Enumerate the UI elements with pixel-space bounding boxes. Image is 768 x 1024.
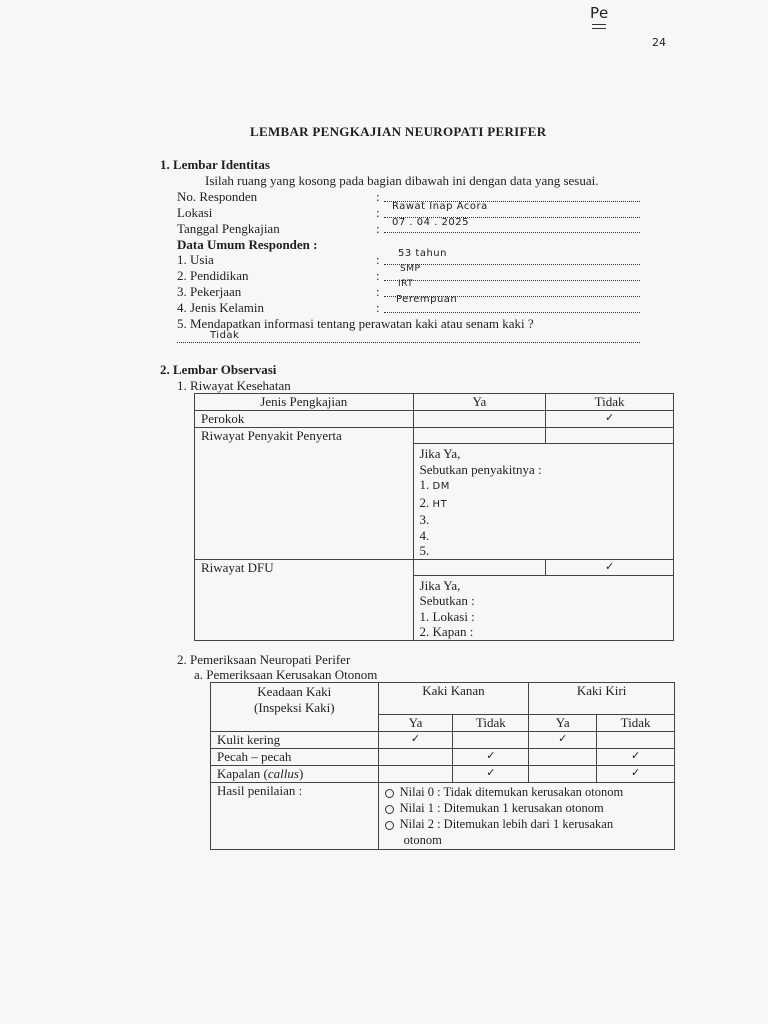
radio-circle-icon[interactable] — [385, 821, 394, 830]
row-kapalan-kiri-ya[interactable] — [529, 766, 597, 783]
row-kulit-kering-kiri-tidak[interactable] — [597, 732, 675, 749]
pemeriksaan-otonom-heading: a. Pemeriksaan Kerusakan Otonom — [194, 667, 378, 682]
corner-mark-underline2 — [592, 28, 606, 29]
row-pecah-kanan-tidak[interactable]: ✓ — [453, 749, 529, 766]
general-label-pekerjaan: 3. Pekerjaan — [177, 284, 242, 299]
penyerta-item-value[interactable]: DM — [432, 481, 450, 492]
option-nilai-2[interactable] — [385, 816, 668, 832]
row-kapalan-label — [211, 766, 379, 783]
general-line-jenis-kelamin — [384, 312, 640, 313]
penyerta-item-num: 2. — [419, 494, 430, 510]
row-dfu-tidak[interactable]: ✓ — [546, 559, 674, 575]
general-value-pekerjaan[interactable]: IRT — [398, 279, 414, 289]
row-kulit-kering-kanan-tidak[interactable] — [453, 732, 529, 749]
table2-header-keadaan-line1: Keadaan Kaki — [257, 684, 332, 699]
field-label-tanggal: Tanggal Pengkajian — [177, 221, 280, 236]
penyerta-item-num: 5. — [419, 543, 430, 558]
table2-header-kiri: Kaki Kiri — [529, 683, 675, 715]
table2-kanan-tidak: Tidak — [453, 715, 529, 732]
penyerta-sebutkan: Sebutkan penyakitnya : — [419, 461, 542, 477]
row-perokok-ya[interactable] — [413, 411, 546, 428]
penyerta-item-value[interactable]: HT — [432, 498, 448, 510]
general-value-jenis-kelamin[interactable]: Perempuan — [396, 294, 458, 305]
row-dfu-label: Riwayat DFU — [195, 559, 414, 640]
colon: : — [376, 252, 380, 267]
colon: : — [376, 284, 380, 299]
row-penyerta-label: Riwayat Penyakit Penyerta — [195, 428, 414, 560]
row-kapalan-label-italic: callus — [267, 766, 299, 781]
corner-mark-underline — [592, 24, 606, 25]
penyerta-item-num: 1. — [419, 477, 430, 492]
section1-instruction: Isilah ruang yang kosong pada bagian dibawah ini dengan data yang sesuai. — [205, 173, 599, 188]
section2-heading: 2. Lembar Observasi — [160, 362, 277, 377]
dfu-kapan: 2. Kapan : — [419, 624, 474, 639]
table1-header-ya: Ya — [413, 394, 546, 411]
radio-circle-icon[interactable] — [385, 805, 394, 814]
general-label-pendidikan: 2. Pendidikan — [177, 268, 249, 283]
row-kulit-kering-kiri-ya[interactable]: ✓ — [529, 732, 597, 749]
row-pecah-kiri-ya[interactable] — [529, 749, 597, 766]
general-value-pendidikan[interactable]: SMP — [400, 264, 421, 274]
general-line-usia — [384, 264, 640, 265]
penyerta-item-num: 3. — [419, 512, 430, 527]
penyerta-item — [420, 528, 667, 544]
row-kulit-kering-kanan-ya[interactable]: ✓ — [378, 732, 453, 749]
answer-5-line — [177, 342, 640, 343]
table1-header-jenis: Jenis Pengkajian — [195, 394, 414, 411]
penyerta-item — [420, 543, 667, 559]
option-nilai-2-continued: otonom — [403, 833, 442, 847]
colon: : — [376, 268, 380, 283]
row-kapalan-label-pre: Kapalan ( — [217, 766, 268, 781]
table2-kanan-ya: Ya — [378, 715, 453, 732]
riwayat-kesehatan-table — [194, 393, 674, 641]
dfu-sebutkan: Sebutkan : — [419, 593, 475, 608]
general-value-usia[interactable]: 53 tahun — [398, 248, 447, 259]
general-data-heading: Data Umum Responden : — [177, 237, 318, 252]
penyerta-item — [420, 477, 667, 495]
pemeriksaan-heading: 2. Pemeriksaan Neuropati Perifer — [177, 652, 351, 667]
row-kapalan-label-post: ) — [298, 766, 304, 781]
colon: : — [376, 221, 380, 236]
option-nilai-1-text: Nilai 1 : Ditemukan 1 kerusakan otonom — [399, 801, 604, 815]
table2-kiri-tidak: Tidak — [597, 715, 675, 732]
hasil-penilaian-label: Hasil penilaian : — [211, 783, 379, 850]
row-kapalan-kanan-ya[interactable] — [378, 766, 453, 783]
general-label-usia: 1. Usia — [177, 252, 214, 267]
general-label-jenis-kelamin: 4. Jenis Kelamin — [177, 300, 265, 315]
table2-header-kanan: Kaki Kanan — [378, 683, 529, 715]
penyerta-item-num: 4. — [419, 527, 430, 543]
row-perokok-tidak[interactable]: ✓ — [546, 411, 674, 428]
option-nilai-2-text: Nilai 2 : Ditemukan lebih dari 1 kerusakan — [399, 817, 614, 831]
field-line-tanggal — [384, 232, 640, 233]
row-pecah-label: Pecah – pecah — [211, 749, 379, 766]
corner-mark: Pe — [590, 4, 609, 22]
hasil-penilaian-options — [378, 783, 674, 850]
option-nilai-1[interactable] — [385, 800, 668, 816]
table1-header-tidak: Tidak — [546, 394, 674, 411]
penyerta-item — [420, 495, 667, 513]
answer-5[interactable]: Tidak — [210, 330, 240, 341]
dfu-detail — [413, 575, 673, 640]
option-nilai-0[interactable] — [385, 784, 668, 800]
row-perokok-label: Perokok — [195, 411, 414, 428]
row-kapalan-kanan-tidak[interactable]: ✓ — [453, 766, 529, 783]
table2-kiri-ya: Ya — [529, 715, 597, 732]
kerusakan-otonom-table — [210, 682, 675, 850]
table2-header-keadaan — [211, 683, 379, 732]
row-penyerta-tidak-empty — [546, 428, 674, 444]
penyerta-detail — [413, 444, 673, 560]
colon: : — [376, 205, 380, 220]
row-dfu-ya[interactable] — [413, 559, 546, 575]
dfu-lokasi: 1. Lokasi : — [419, 608, 475, 624]
page-number: 24 — [652, 36, 666, 49]
question-5: 5. Mendapatkan informasi tentang perawatan kaki atau senam kaki ? — [177, 316, 534, 331]
radio-circle-icon[interactable] — [385, 789, 394, 798]
general-line-pendidikan — [384, 280, 640, 281]
field-value-tanggal[interactable]: 07 . 04 . 2025 — [392, 217, 469, 228]
section1-heading: 1. Lembar Identitas — [160, 157, 270, 172]
dfu-jika: Jika Ya, — [419, 577, 461, 593]
field-value-lokasi[interactable]: Rawat Inap Acora — [392, 201, 488, 212]
penyerta-item — [420, 512, 667, 528]
row-pecah-kanan-ya[interactable] — [378, 749, 453, 766]
row-pecah-kiri-tidak[interactable]: ✓ — [597, 749, 675, 766]
table2-header-keadaan-line2: (Inspeksi Kaki) — [254, 700, 335, 715]
riwayat-kesehatan-heading: 1. Riwayat Kesehatan — [177, 378, 291, 393]
row-penyerta-ya-empty — [413, 428, 546, 444]
field-label-lokasi: Lokasi — [177, 205, 213, 220]
field-label-responden: No. Responden — [177, 189, 258, 204]
penyerta-jika: Jika Ya, — [419, 446, 461, 461]
colon: : — [376, 189, 380, 204]
option-nilai-0-text: Nilai 0 : Tidak ditemukan kerusakan otonom — [399, 785, 624, 799]
row-kapalan-kiri-tidak[interactable]: ✓ — [597, 766, 675, 783]
page-title: LEMBAR PENGKAJIAN NEUROPATI PERIFER — [250, 124, 547, 139]
colon: : — [376, 300, 380, 315]
row-kulit-kering-label: Kulit kering — [211, 732, 379, 749]
